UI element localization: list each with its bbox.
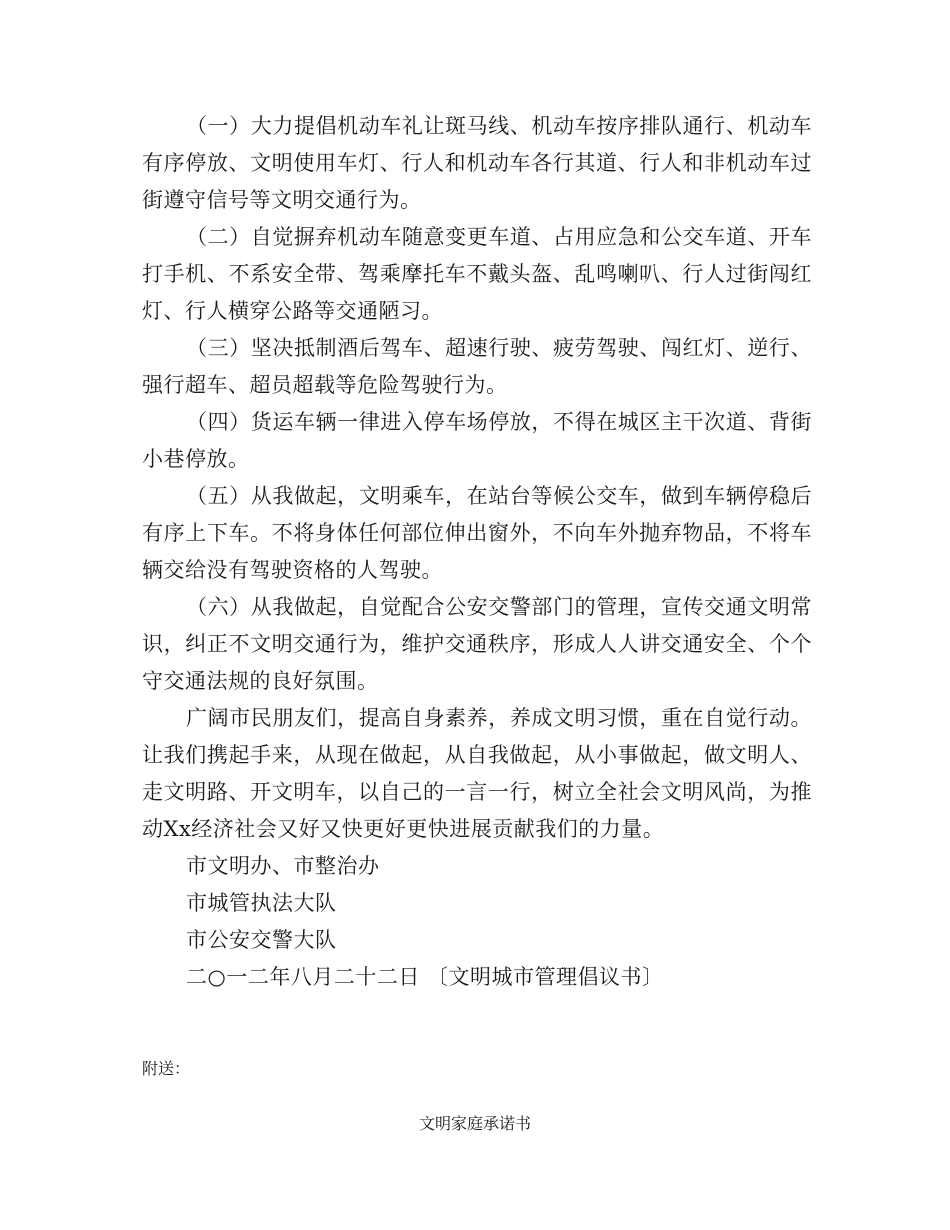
paragraph-6: （六）从我做起，自觉配合公安交警部门的管理，宣传交通文明常识，纠正不文明交通行为，维护交通秩序，形成人人讲交通安全、个个守交通法规的良好氛围。 — [142, 595, 812, 693]
signatory-urban-management: 市城管执法大队 — [186, 891, 337, 915]
paragraph-2: （二）自觉摒弃机动车随意变更车道、占用应急和公交车道、开车打手机、不系安全带、驾乘摩托车不戴头盔、乱鸣喇叭、行人过街闯红灯、行人横穿公路等交通陋习。 — [142, 225, 812, 323]
signatory-traffic-police: 市公安交警大队 — [186, 928, 337, 952]
document-date: 二○一二年八月二十二日 〔文明城市管理倡议书〕 — [186, 965, 664, 989]
paragraph-3: （三）坚决抵制酒后驾车、超速行驶、疲劳驾驶、闯红灯、逆行、强行超车、超员超载等危险驾驶行为。 — [142, 336, 812, 397]
document-body — [142, 108, 812, 996]
paragraph-1: （一）大力提倡机动车礼让斑马线、机动车按序排队通行、机动车有序停放、文明使用车灯、行人和机动车各行其道、行人和非机动车过街遵守信号等文明交通行为。 — [142, 114, 812, 212]
appendix-label: 附送： — [142, 1059, 191, 1078]
signatory-civilization-office: 市文明办、市整治办 — [186, 854, 380, 878]
appendix-title: 文明家庭承诺书 — [418, 1114, 531, 1133]
paragraph-4: （四）货运车辆一律进入停车场停放，不得在城区主干次道、背街小巷停放。 — [142, 410, 812, 471]
closing-paragraph: 广阔市民朋友们，提高自身素养，养成文明习惯，重在自觉行动。让我们携起手来，从现在做起，从自我做起，从小事做起，做文明人、走文明路、开文明车，以自己的一言一行，树立全社会文明风尚，为推动Xx经济社会又好又快更好更快进展贡献我们的力量。 — [142, 706, 812, 841]
paragraph-5: （五）从我做起，文明乘车，在站台等候公交车，做到车辆停稳后有序上下车。不将身体任何部位伸出窗外，不向车外抛弃物品，不将车辆交给没有驾驶资格的人驾驶。 — [142, 484, 812, 582]
